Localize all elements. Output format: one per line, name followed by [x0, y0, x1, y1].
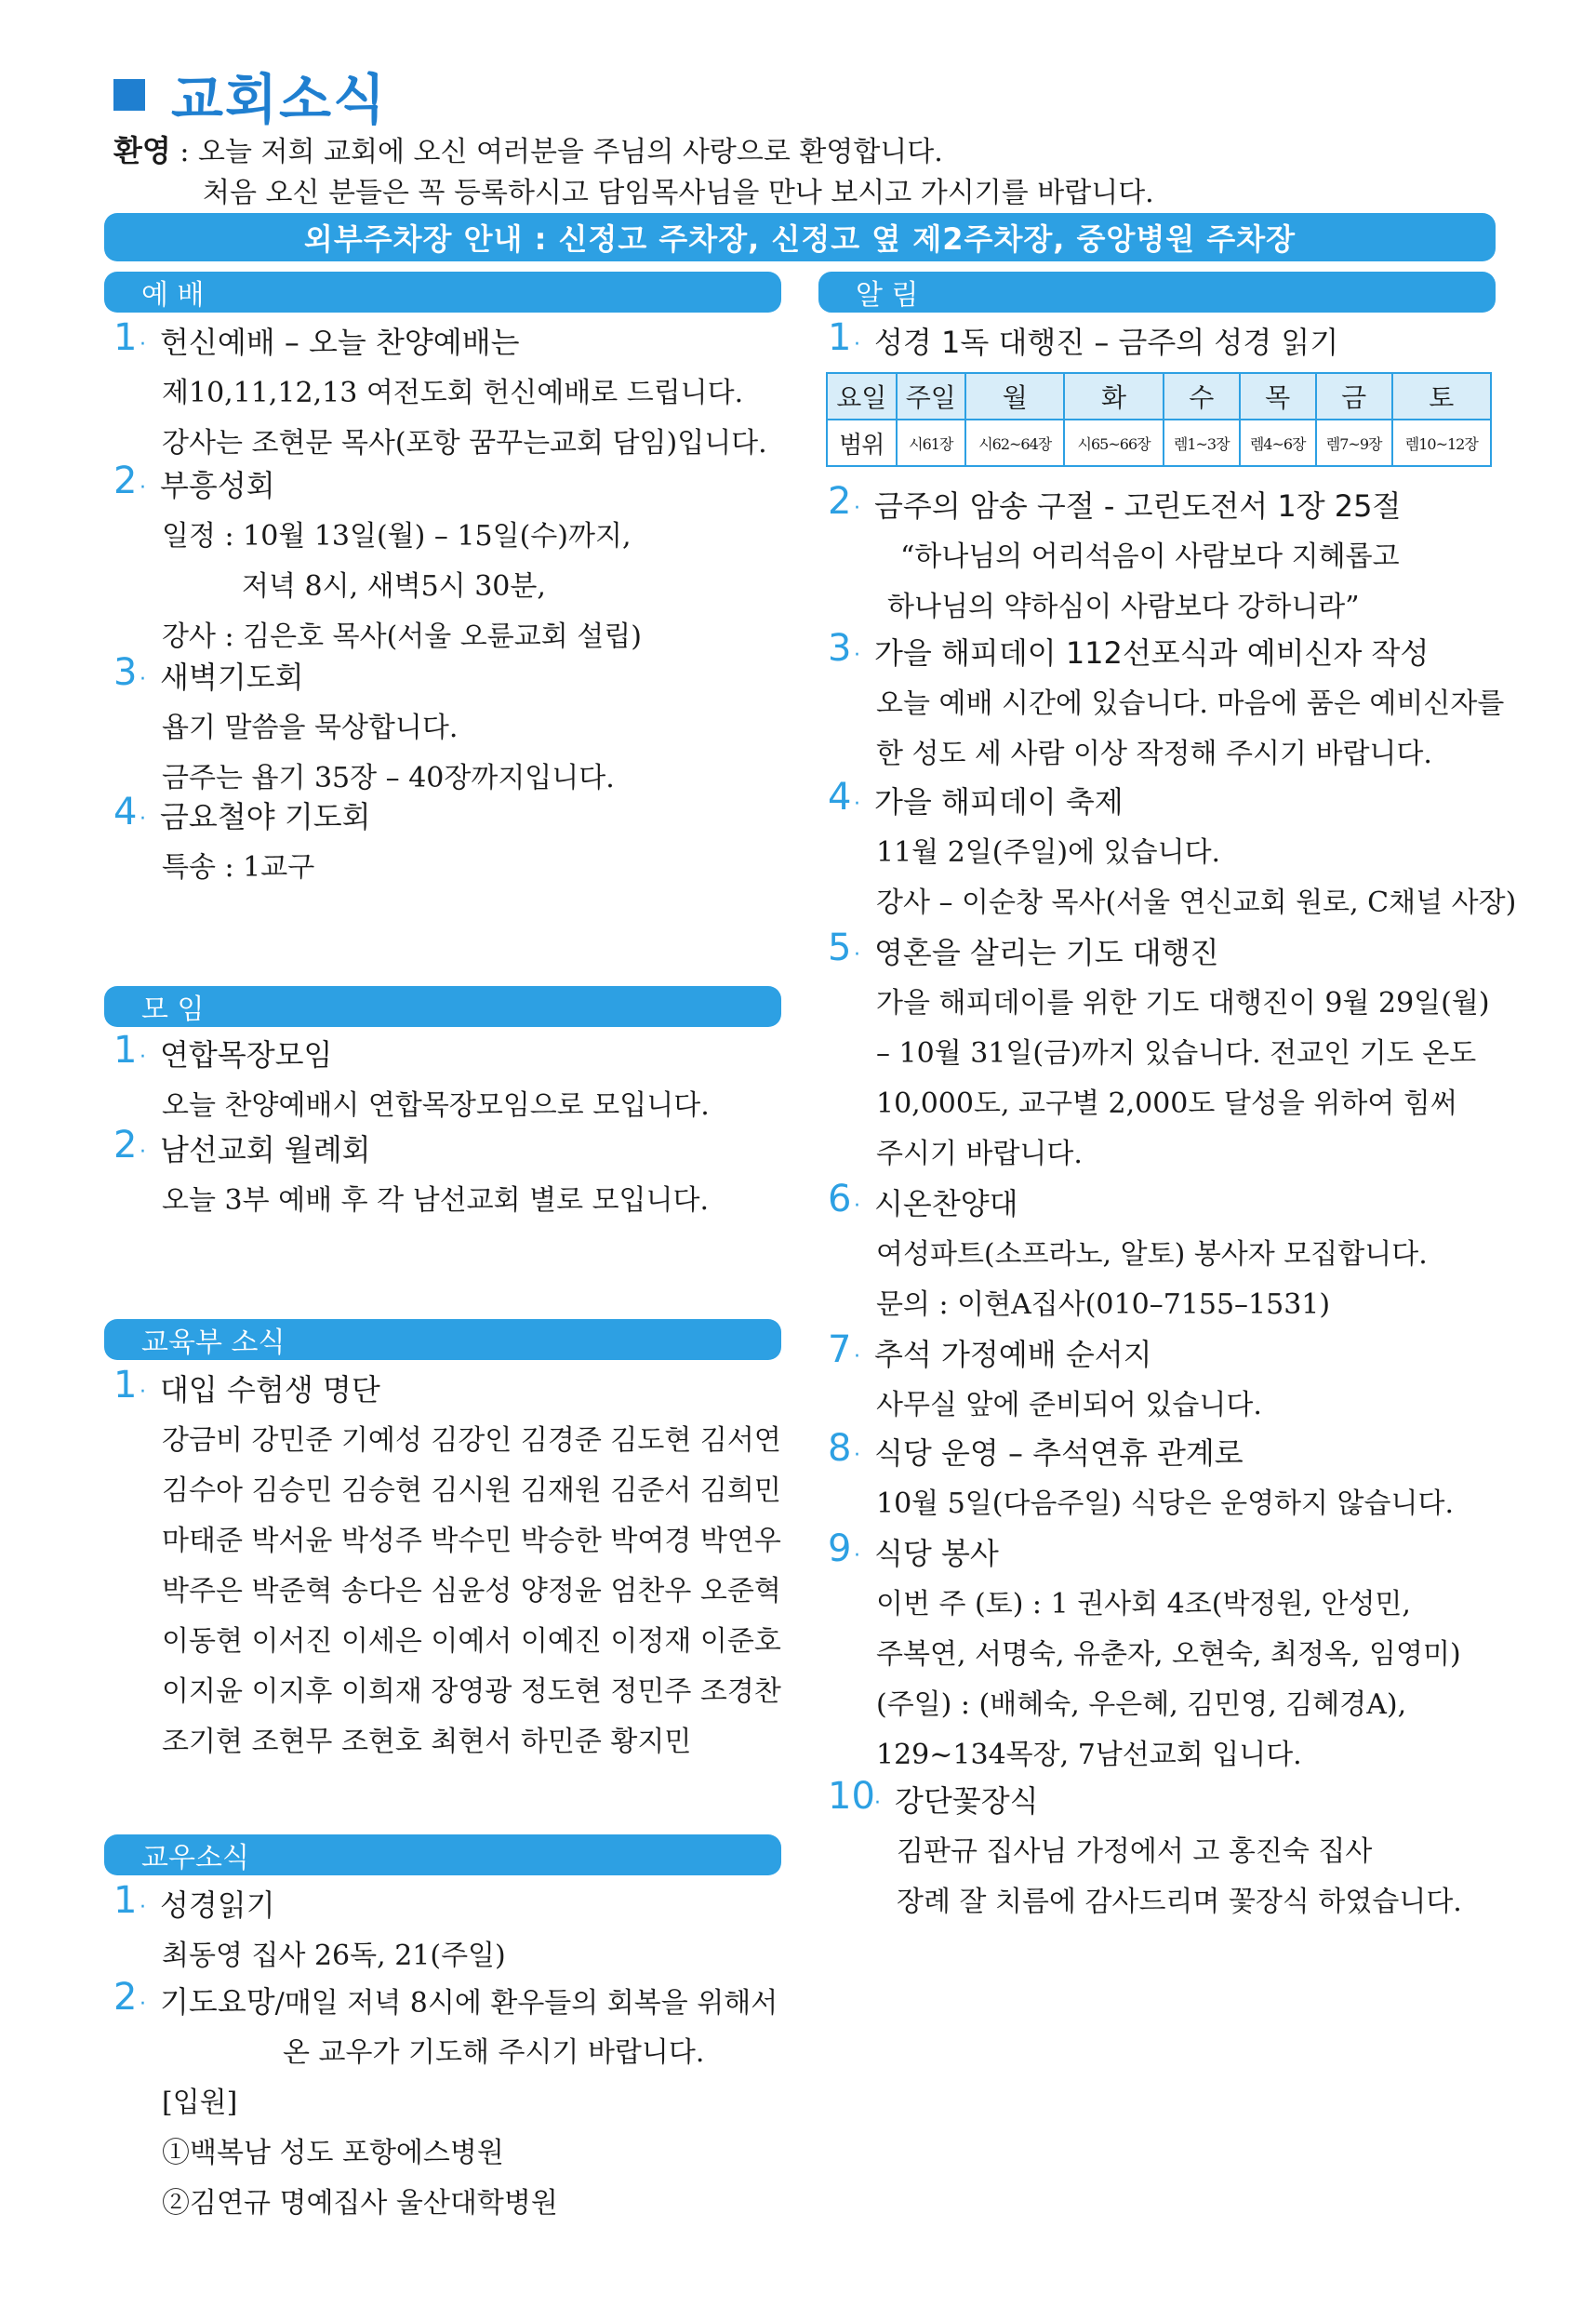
item-line: 11월 2일(주일)에 있습니다. — [876, 836, 1221, 869]
item-line: ②김연규 명예집사 울산대학병원 — [162, 2187, 558, 2220]
dot-separator: · — [854, 1444, 860, 1467]
schedule-range: 렘1~3장 — [1164, 420, 1240, 466]
schedule-days-row — [827, 373, 1491, 420]
item-heading: 헌신예배 – 오늘 찬양예배는 — [160, 325, 520, 360]
dot-separator: · — [854, 943, 860, 967]
item-number: 2 — [113, 1124, 138, 1167]
student-row: 이동현 이서진 이세은 이예서 이예진 이정재 이준호 — [162, 1625, 781, 1658]
schedule-range: 시61장 — [897, 420, 966, 466]
item-heading: 금요철야 기도회 — [160, 799, 371, 834]
item-number: 1 — [113, 1029, 138, 1072]
item-number: 9 — [828, 1527, 852, 1570]
item-number: 3 — [113, 651, 138, 694]
item-line: ①백복남 성도 포항에스병원 — [162, 2137, 504, 2169]
dot-separator: · — [854, 644, 860, 667]
item-number: 6 — [828, 1178, 852, 1220]
square-bullet-icon — [113, 79, 145, 111]
item-line: 제10,11,12,13 여전도회 헌신예배로 드립니다. — [162, 377, 744, 409]
dot-separator: · — [854, 793, 860, 816]
item-line: “하나님의 어리석음이 사람보다 지혜롭고 — [900, 540, 1400, 573]
item-number: 8 — [828, 1427, 852, 1470]
dot-separator: · — [140, 807, 146, 831]
dot-separator: · — [854, 1544, 860, 1567]
item-heading: 가을 해피데이 112선포식과 예비신자 작성 — [874, 635, 1430, 671]
item-line: 욥기 말씀을 묵상합니다. — [162, 712, 459, 744]
item-heading: 시온찬양대 — [874, 1186, 1018, 1221]
dot-separator: · — [140, 668, 146, 691]
schedule-range-row — [827, 420, 1491, 466]
item-line: 장례 잘 치름에 감사드리며 꽃장식 하였습니다. — [897, 1886, 1462, 1918]
item-line: 여성파트(소프라노, 알토) 봉사자 모집합니다. — [876, 1238, 1428, 1271]
schedule-range-label: 범위 — [827, 420, 897, 466]
item-heading: 연합목장모임 — [160, 1037, 333, 1073]
schedule-range: 렘10~12장 — [1392, 420, 1491, 466]
item-number: 1 — [113, 1364, 138, 1407]
item-line: 일정 : 10월 13일(월) – 15일(수)까지, — [162, 520, 632, 553]
section-bar-notice: 알 림 — [818, 272, 1496, 313]
item-number: 10 — [828, 1775, 875, 1818]
item-number: 7 — [828, 1328, 852, 1371]
item-line: 이번 주 (토) : 1 권사회 4조(박정원, 안성민, — [876, 1588, 1411, 1620]
item-line: 최동영 집사 26독, 21(주일) — [162, 1940, 506, 1972]
item-line: 오늘 찬양예배시 연합목장모임으로 모입니다. — [162, 1089, 710, 1122]
schedule-range: 시65~66장 — [1064, 420, 1163, 466]
item-heading: 성경 1독 대행진 – 금주의 성경 읽기 — [874, 325, 1339, 360]
item-line: 저녁 8시, 새벽5시 30분, — [242, 570, 546, 603]
item-heading: 식당 봉사 — [874, 1536, 999, 1571]
item-heading: 영혼을 살리는 기도 대행진 — [874, 935, 1219, 970]
item-line: 강사는 조현문 목사(포항 꿈꾸는교회 담임)입니다. — [162, 427, 767, 460]
item-number: 2 — [828, 480, 852, 523]
page-title-text: 교회소식 — [171, 68, 388, 131]
item-line: 오늘 예배 시간에 있습니다. 마음에 품은 예비신자를 — [876, 687, 1505, 720]
bible-reading-schedule-table — [826, 372, 1492, 467]
item-heading: 기도요망 — [160, 1984, 275, 2020]
item-line: [입원] — [162, 2087, 238, 2119]
item-line: – 10월 31일(금)까지 있습니다. 전교인 기도 온도 — [876, 1037, 1477, 1070]
item-line: 문의 : 이현A집사(010–7155–1531) — [876, 1288, 1331, 1321]
schedule-day: 목 — [1240, 373, 1316, 420]
item-number: 1 — [113, 1879, 138, 1922]
schedule-range: 렘4~6장 — [1240, 420, 1316, 466]
schedule-range: 렘7~9장 — [1316, 420, 1392, 466]
item-line: 가을 해피데이를 위한 기도 대행진이 9월 29일(월) — [876, 987, 1490, 1020]
item-number: 2 — [113, 1976, 138, 2019]
item-number: 4 — [828, 776, 852, 819]
schedule-day: 화 — [1064, 373, 1163, 420]
item-number: 1 — [828, 316, 852, 359]
item-heading: 추석 가정예배 순서지 — [874, 1337, 1152, 1372]
item-heading: 부흥성회 — [160, 468, 275, 503]
item-line: 특송 : 1교구 — [162, 851, 315, 884]
dot-separator: · — [140, 476, 146, 500]
dot-separator: · — [140, 1046, 146, 1069]
dot-separator: · — [140, 333, 146, 356]
item-heading: 대입 수험생 명단 — [160, 1372, 380, 1407]
schedule-days-label: 요일 — [827, 373, 897, 420]
student-row: 마태준 박서윤 박성주 박수민 박승한 박여경 박연우 — [162, 1525, 781, 1557]
student-row: 김수아 김승민 김승현 김시원 김재원 김준서 김희민 — [162, 1474, 781, 1507]
welcome-line-1: 오늘 저희 교회에 오신 여러분을 주님의 사랑으로 환영합니다. — [198, 136, 943, 168]
student-row: 조기현 조현무 조현호 최현서 하민준 황지민 — [162, 1726, 692, 1758]
schedule-day: 금 — [1316, 373, 1392, 420]
item-line: 한 성도 세 사람 이상 작정해 주시기 바랍니다. — [876, 738, 1432, 770]
item-heading: 가을 해피데이 축제 — [874, 784, 1124, 820]
dot-separator: · — [854, 1345, 860, 1368]
schedule-day: 주일 — [897, 373, 966, 420]
parking-banner: 외부주차장 안내 : 신정고 주차장, 신정고 옆 제2주차장, 중앙병원 주차장 — [104, 213, 1496, 261]
section-bar-meeting: 모 임 — [104, 986, 781, 1027]
item-number: 4 — [113, 791, 138, 833]
item-line: 강사 : 김은호 목사(서울 오륜교회 설립) — [162, 620, 642, 653]
item-number: 3 — [828, 627, 852, 670]
dot-separator: · — [874, 1792, 881, 1815]
schedule-day: 토 — [1392, 373, 1491, 420]
dot-separator: · — [854, 1194, 860, 1218]
schedule-range: 시62~64장 — [965, 420, 1064, 466]
item-line: 금주는 욥기 35장 – 40장까지입니다. — [162, 762, 615, 794]
item-heading: 강단꽃장식 — [895, 1783, 1039, 1819]
item-line: 129~134목장, 7남선교회 입니다. — [876, 1739, 1302, 1771]
schedule-day: 수 — [1164, 373, 1240, 420]
item-heading: 식당 운영 – 추석연휴 관계로 — [874, 1435, 1244, 1471]
item-line: 오늘 3부 예배 후 각 남선교회 별로 모입니다. — [162, 1184, 710, 1217]
item-number: 2 — [113, 460, 138, 502]
dot-separator: · — [854, 333, 860, 356]
welcome-line-2: 처음 오신 분들은 꼭 등록하시고 담임목사님을 만나 보시고 가시기를 바랍니다. — [203, 177, 1154, 209]
section-bar-education: 교육부 소식 — [104, 1319, 781, 1360]
student-row: 이지윤 이지후 이희재 장영광 정도현 정민주 조경찬 — [162, 1675, 781, 1708]
dot-separator: · — [140, 1896, 146, 1919]
dot-separator: · — [140, 1993, 146, 2016]
item-number: 5 — [828, 927, 852, 969]
section-bar-worship: 예 배 — [104, 272, 781, 313]
dot-separator: · — [854, 497, 860, 520]
page-title — [113, 58, 387, 132]
student-row: 강금비 강민준 기예성 김강인 김경준 김도현 김서연 — [162, 1424, 781, 1457]
student-row: 박주은 박준혁 송다은 심윤성 양정윤 엄찬우 오준혁 — [162, 1575, 781, 1607]
item-heading: 성경읽기 — [160, 1887, 275, 1923]
welcome-label: 환영 — [113, 133, 171, 168]
item-heading: 금주의 암송 구절 - 고린도전서 1장 25절 — [874, 488, 1402, 524]
item-line: 사무실 앞에 준비되어 있습니다. — [876, 1389, 1262, 1421]
item-heading: 남선교회 월례회 — [160, 1132, 371, 1167]
item-number: 1 — [113, 316, 138, 359]
item-line: 김판규 집사님 가정에서 고 홍진숙 집사 — [897, 1835, 1373, 1868]
item-line: (주일) : (배혜숙, 우은혜, 김민영, 김혜경A), — [876, 1688, 1407, 1721]
item-heading-rest: /매일 저녁 8시에 환우들의 회복을 위해서 — [274, 1987, 778, 2020]
item-line: 주복연, 서명숙, 유춘자, 오현숙, 최정옥, 임영미) — [876, 1638, 1461, 1671]
dot-separator: · — [140, 1380, 146, 1404]
item-line: 온 교우가 기도해 주시기 바랍니다. — [283, 2036, 705, 2069]
item-line: 하나님의 약하심이 사람보다 강하니라” — [887, 591, 1360, 623]
item-heading: 새벽기도회 — [160, 660, 304, 695]
dot-separator: · — [140, 1140, 146, 1164]
item-line: 10월 5일(다음주일) 식당은 운영하지 않습니다. — [876, 1487, 1455, 1520]
item-line: 주시기 바랍니다. — [876, 1138, 1083, 1170]
welcome-block: 환영 : 오늘 저희 교회에 오신 여러분을 주님의 사랑으로 환영합니다. 처음 오신 분들은 꼭 등록하시고 담임목사님을 만나 보시고 가시기를 바랍니다. — [113, 130, 1490, 214]
item-line: 10,000도, 교구별 2,000도 달성을 위하여 힘써 — [876, 1087, 1457, 1120]
schedule-day: 월 — [965, 373, 1064, 420]
item-line: 강사 – 이순창 목사(서울 연신교회 원로, C채널 사장) — [876, 887, 1517, 919]
section-bar-members: 교우소식 — [104, 1834, 781, 1875]
